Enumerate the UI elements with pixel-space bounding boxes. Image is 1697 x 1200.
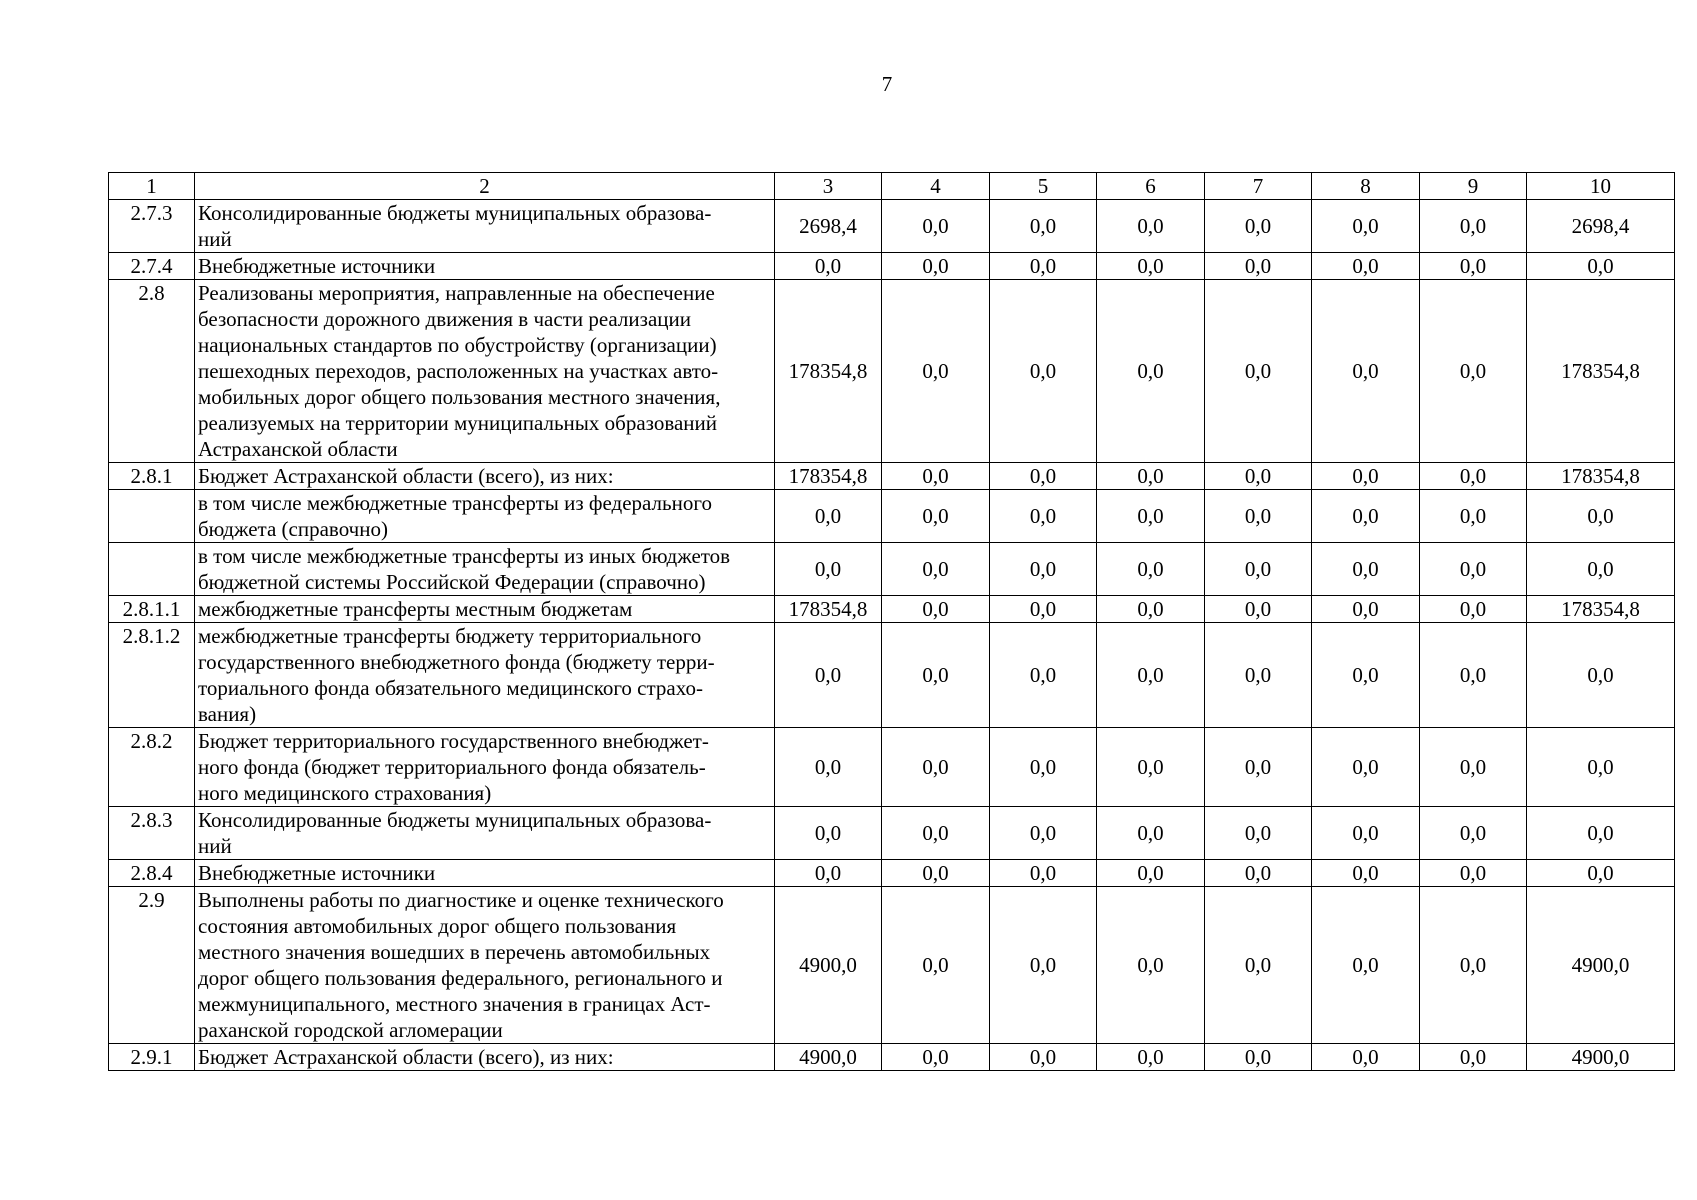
value-cell-col-8: 0,0 bbox=[1312, 887, 1420, 1044]
value-cell-col-6: 0,0 bbox=[1097, 463, 1205, 490]
value-cell-col-5: 0,0 bbox=[990, 596, 1097, 623]
row-description-cell: межбюджетные трансферты бюджету территориального государственного внебюджетного фонда (бюджету терри- ториального фонда обязательного медицинского страхо- вания) bbox=[195, 623, 775, 728]
value-cell-col-3: 4900,0 bbox=[775, 887, 882, 1044]
row-number-cell: 2.7.4 bbox=[109, 253, 195, 280]
row-description-cell: Реализованы мероприятия, направленные на обеспечение безопасности дорожного движения в части реализации национальных стандартов по обустройству (организации) пешеходных переходов, расположенных на участках авто- мобильных дорог общего пользования местного значения, реализуемых на территории муниципальных образований Астраханской области bbox=[195, 280, 775, 463]
column-header: 3 bbox=[775, 173, 882, 200]
value-cell-col-6: 0,0 bbox=[1097, 623, 1205, 728]
table-body bbox=[109, 173, 1675, 1071]
table-row bbox=[109, 280, 1675, 463]
value-cell-col-5: 0,0 bbox=[990, 543, 1097, 596]
value-cell-col-9: 0,0 bbox=[1420, 543, 1527, 596]
value-cell-col-4: 0,0 bbox=[882, 860, 990, 887]
budget-table bbox=[108, 172, 1675, 1071]
value-cell-col-4: 0,0 bbox=[882, 463, 990, 490]
value-cell-col-10: 0,0 bbox=[1527, 253, 1675, 280]
column-header: 2 bbox=[195, 173, 775, 200]
value-cell-col-4: 0,0 bbox=[882, 807, 990, 860]
table-row bbox=[109, 490, 1675, 543]
value-cell-col-10: 0,0 bbox=[1527, 490, 1675, 543]
value-cell-col-10: 178354,8 bbox=[1527, 280, 1675, 463]
row-description-cell: Внебюджетные источники bbox=[195, 253, 775, 280]
value-cell-col-4: 0,0 bbox=[882, 280, 990, 463]
value-cell-col-4: 0,0 bbox=[882, 1044, 990, 1071]
value-cell-col-6: 0,0 bbox=[1097, 200, 1205, 253]
row-description-cell: Внебюджетные источники bbox=[195, 860, 775, 887]
value-cell-col-9: 0,0 bbox=[1420, 280, 1527, 463]
value-cell-col-3: 178354,8 bbox=[775, 280, 882, 463]
value-cell-col-10: 178354,8 bbox=[1527, 596, 1675, 623]
value-cell-col-3: 178354,8 bbox=[775, 463, 882, 490]
value-cell-col-3: 2698,4 bbox=[775, 200, 882, 253]
row-number-cell: 2.9.1 bbox=[109, 1044, 195, 1071]
value-cell-col-3: 0,0 bbox=[775, 807, 882, 860]
table-row bbox=[109, 860, 1675, 887]
value-cell-col-5: 0,0 bbox=[990, 623, 1097, 728]
row-description-cell: Бюджет территориального государственного внебюджет- ного фонда (бюджет территориального фонда обязатель- ного медицинского страхования) bbox=[195, 728, 775, 807]
value-cell-col-3: 0,0 bbox=[775, 490, 882, 543]
value-cell-col-5: 0,0 bbox=[990, 887, 1097, 1044]
value-cell-col-8: 0,0 bbox=[1312, 490, 1420, 543]
value-cell-col-5: 0,0 bbox=[990, 807, 1097, 860]
row-number-cell: 2.8.3 bbox=[109, 807, 195, 860]
value-cell-col-3: 0,0 bbox=[775, 623, 882, 728]
column-header: 10 bbox=[1527, 173, 1675, 200]
value-cell-col-7: 0,0 bbox=[1205, 596, 1312, 623]
value-cell-col-7: 0,0 bbox=[1205, 253, 1312, 280]
value-cell-col-8: 0,0 bbox=[1312, 200, 1420, 253]
value-cell-col-6: 0,0 bbox=[1097, 596, 1205, 623]
row-number-cell: 2.8.1 bbox=[109, 463, 195, 490]
value-cell-col-3: 0,0 bbox=[775, 543, 882, 596]
value-cell-col-4: 0,0 bbox=[882, 728, 990, 807]
table-row bbox=[109, 253, 1675, 280]
value-cell-col-9: 0,0 bbox=[1420, 200, 1527, 253]
value-cell-col-8: 0,0 bbox=[1312, 728, 1420, 807]
value-cell-col-6: 0,0 bbox=[1097, 807, 1205, 860]
value-cell-col-8: 0,0 bbox=[1312, 623, 1420, 728]
value-cell-col-4: 0,0 bbox=[882, 623, 990, 728]
value-cell-col-6: 0,0 bbox=[1097, 490, 1205, 543]
row-number-cell: 2.8.1.2 bbox=[109, 623, 195, 728]
value-cell-col-10: 4900,0 bbox=[1527, 887, 1675, 1044]
value-cell-col-6: 0,0 bbox=[1097, 253, 1205, 280]
value-cell-col-4: 0,0 bbox=[882, 887, 990, 1044]
value-cell-col-7: 0,0 bbox=[1205, 623, 1312, 728]
value-cell-col-10: 0,0 bbox=[1527, 807, 1675, 860]
value-cell-col-9: 0,0 bbox=[1420, 623, 1527, 728]
value-cell-col-7: 0,0 bbox=[1205, 200, 1312, 253]
value-cell-col-9: 0,0 bbox=[1420, 463, 1527, 490]
value-cell-col-8: 0,0 bbox=[1312, 807, 1420, 860]
table-header-row bbox=[109, 173, 1675, 200]
value-cell-col-3: 0,0 bbox=[775, 728, 882, 807]
value-cell-col-3: 0,0 bbox=[775, 860, 882, 887]
value-cell-col-6: 0,0 bbox=[1097, 543, 1205, 596]
value-cell-col-5: 0,0 bbox=[990, 490, 1097, 543]
value-cell-col-8: 0,0 bbox=[1312, 280, 1420, 463]
value-cell-col-7: 0,0 bbox=[1205, 490, 1312, 543]
value-cell-col-8: 0,0 bbox=[1312, 1044, 1420, 1071]
value-cell-col-4: 0,0 bbox=[882, 200, 990, 253]
value-cell-col-7: 0,0 bbox=[1205, 543, 1312, 596]
table-row bbox=[109, 200, 1675, 253]
row-description-cell: Консолидированные бюджеты муниципальных образова- ний bbox=[195, 200, 775, 253]
column-header: 9 bbox=[1420, 173, 1527, 200]
row-description-cell: межбюджетные трансферты местным бюджетам bbox=[195, 596, 775, 623]
row-description-cell: Бюджет Астраханской области (всего), из них: bbox=[195, 463, 775, 490]
value-cell-col-3: 178354,8 bbox=[775, 596, 882, 623]
table-row bbox=[109, 1044, 1675, 1071]
value-cell-col-5: 0,0 bbox=[990, 200, 1097, 253]
row-description-cell: в том числе межбюджетные трансферты из иных бюджетов бюджетной системы Российской Федерации (справочно) bbox=[195, 543, 775, 596]
table-row bbox=[109, 728, 1675, 807]
value-cell-col-4: 0,0 bbox=[882, 543, 990, 596]
column-header: 7 bbox=[1205, 173, 1312, 200]
value-cell-col-6: 0,0 bbox=[1097, 280, 1205, 463]
value-cell-col-9: 0,0 bbox=[1420, 253, 1527, 280]
value-cell-col-5: 0,0 bbox=[990, 860, 1097, 887]
value-cell-col-8: 0,0 bbox=[1312, 543, 1420, 596]
value-cell-col-9: 0,0 bbox=[1420, 728, 1527, 807]
row-number-cell: 2.8.1.1 bbox=[109, 596, 195, 623]
value-cell-col-8: 0,0 bbox=[1312, 463, 1420, 490]
column-header: 1 bbox=[109, 173, 195, 200]
table-row bbox=[109, 543, 1675, 596]
column-header: 8 bbox=[1312, 173, 1420, 200]
value-cell-col-9: 0,0 bbox=[1420, 1044, 1527, 1071]
value-cell-col-6: 0,0 bbox=[1097, 728, 1205, 807]
row-description-cell: в том числе межбюджетные трансферты из федерального бюджета (справочно) bbox=[195, 490, 775, 543]
value-cell-col-8: 0,0 bbox=[1312, 596, 1420, 623]
value-cell-col-7: 0,0 bbox=[1205, 1044, 1312, 1071]
value-cell-col-10: 2698,4 bbox=[1527, 200, 1675, 253]
row-number-cell bbox=[109, 543, 195, 596]
value-cell-col-9: 0,0 bbox=[1420, 807, 1527, 860]
value-cell-col-7: 0,0 bbox=[1205, 887, 1312, 1044]
row-number-cell: 2.7.3 bbox=[109, 200, 195, 253]
value-cell-col-8: 0,0 bbox=[1312, 860, 1420, 887]
value-cell-col-4: 0,0 bbox=[882, 596, 990, 623]
value-cell-col-9: 0,0 bbox=[1420, 596, 1527, 623]
value-cell-col-9: 0,0 bbox=[1420, 490, 1527, 543]
column-header: 4 bbox=[882, 173, 990, 200]
table-row bbox=[109, 596, 1675, 623]
row-number-cell: 2.8.4 bbox=[109, 860, 195, 887]
row-number-cell: 2.9 bbox=[109, 887, 195, 1044]
value-cell-col-5: 0,0 bbox=[990, 253, 1097, 280]
value-cell-col-5: 0,0 bbox=[990, 728, 1097, 807]
value-cell-col-5: 0,0 bbox=[990, 463, 1097, 490]
value-cell-col-8: 0,0 bbox=[1312, 253, 1420, 280]
table-row bbox=[109, 887, 1675, 1044]
table-row bbox=[109, 623, 1675, 728]
page-number: 7 bbox=[881, 72, 893, 96]
value-cell-col-6: 0,0 bbox=[1097, 1044, 1205, 1071]
column-header: 6 bbox=[1097, 173, 1205, 200]
value-cell-col-4: 0,0 bbox=[882, 490, 990, 543]
value-cell-col-3: 4900,0 bbox=[775, 1044, 882, 1071]
value-cell-col-5: 0,0 bbox=[990, 280, 1097, 463]
row-description-cell: Консолидированные бюджеты муниципальных образова- ний bbox=[195, 807, 775, 860]
column-header: 5 bbox=[990, 173, 1097, 200]
row-number-cell: 2.8 bbox=[109, 280, 195, 463]
value-cell-col-10: 0,0 bbox=[1527, 623, 1675, 728]
value-cell-col-10: 4900,0 bbox=[1527, 1044, 1675, 1071]
value-cell-col-9: 0,0 bbox=[1420, 860, 1527, 887]
value-cell-col-7: 0,0 bbox=[1205, 807, 1312, 860]
row-description-cell: Бюджет Астраханской области (всего), из них: bbox=[195, 1044, 775, 1071]
value-cell-col-5: 0,0 bbox=[990, 1044, 1097, 1071]
value-cell-col-6: 0,0 bbox=[1097, 887, 1205, 1044]
value-cell-col-6: 0,0 bbox=[1097, 860, 1205, 887]
value-cell-col-10: 0,0 bbox=[1527, 728, 1675, 807]
value-cell-col-7: 0,0 bbox=[1205, 860, 1312, 887]
table-row bbox=[109, 463, 1675, 490]
value-cell-col-3: 0,0 bbox=[775, 253, 882, 280]
value-cell-col-10: 0,0 bbox=[1527, 543, 1675, 596]
row-number-cell: 2.8.2 bbox=[109, 728, 195, 807]
value-cell-col-10: 178354,8 bbox=[1527, 463, 1675, 490]
row-number-cell bbox=[109, 490, 195, 543]
value-cell-col-7: 0,0 bbox=[1205, 463, 1312, 490]
value-cell-col-10: 0,0 bbox=[1527, 860, 1675, 887]
table-row bbox=[109, 807, 1675, 860]
row-description-cell: Выполнены работы по диагностике и оценке технического состояния автомобильных дорог общего пользования местного значения вошедших в перечень автомобильных дорог общего пользования федерального, регионального и межмуниципального, местного значения в границах Аст- раханской городской агломерации bbox=[195, 887, 775, 1044]
value-cell-col-4: 0,0 bbox=[882, 253, 990, 280]
value-cell-col-7: 0,0 bbox=[1205, 280, 1312, 463]
value-cell-col-7: 0,0 bbox=[1205, 728, 1312, 807]
value-cell-col-9: 0,0 bbox=[1420, 887, 1527, 1044]
